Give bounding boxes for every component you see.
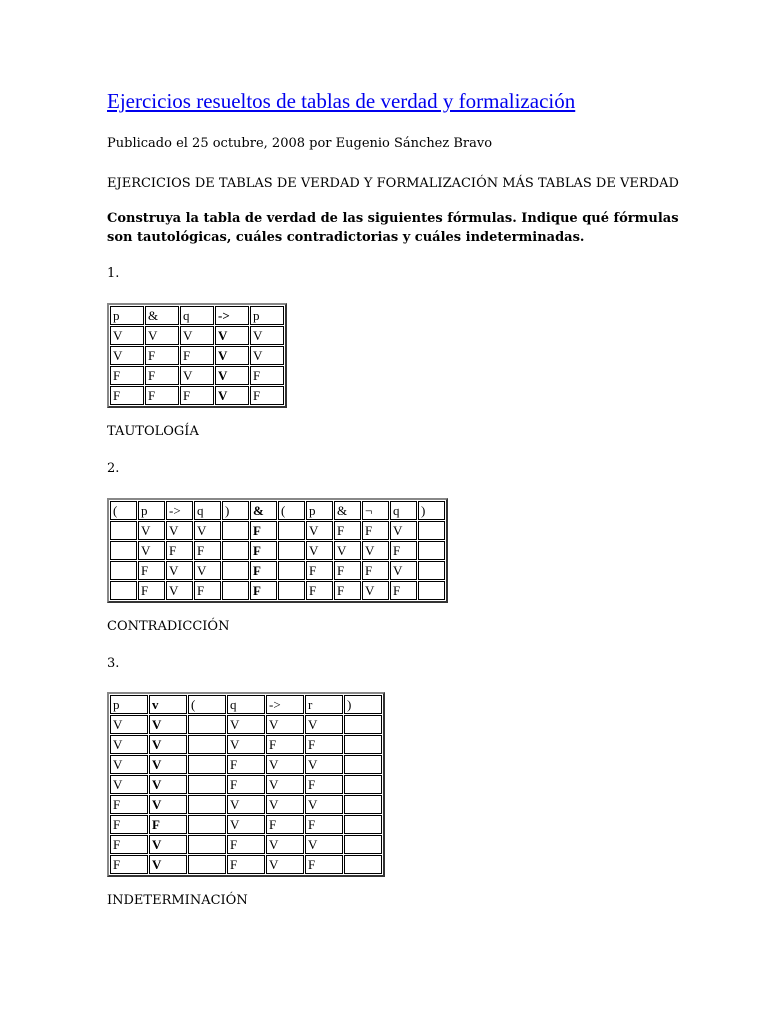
truth-table-1	[107, 303, 287, 408]
table-cell	[188, 795, 226, 814]
table-row	[110, 855, 382, 874]
table-cell: p	[110, 306, 144, 325]
section-heading: EJERCICIOS DE TABLAS DE VERDAD Y FORMALIZACIÓN MÁS TABLAS DE VERDAD	[107, 176, 679, 192]
table-cell: F	[166, 541, 193, 560]
table-cell: V	[390, 561, 417, 580]
table-cell: F	[145, 366, 179, 385]
article	[107, 88, 707, 930]
table-cell: F	[138, 581, 165, 600]
table-cell: (	[188, 695, 226, 714]
exercise-number-3: 3.	[107, 655, 120, 671]
exercise-result-1: TAUTOLOGÍA	[107, 423, 199, 439]
table-cell: V	[138, 541, 165, 560]
table-cell: F	[305, 855, 343, 874]
table-cell: V	[180, 326, 214, 345]
table-cell: V	[215, 386, 249, 405]
table-cell: F	[334, 581, 361, 600]
table-cell	[278, 581, 305, 600]
table-cell: F	[194, 581, 221, 600]
table-cell: F	[180, 346, 214, 365]
table-cell: V	[149, 835, 187, 854]
table-cell: )	[344, 695, 382, 714]
table-cell: V	[362, 541, 389, 560]
table-cell	[344, 795, 382, 814]
table-cell: ->	[266, 695, 304, 714]
table-cell: V	[149, 755, 187, 774]
table-cell: F	[266, 815, 304, 834]
table-cell: V	[194, 561, 221, 580]
table-cell: V	[266, 715, 304, 734]
table-cell	[344, 775, 382, 794]
table-cell	[110, 541, 137, 560]
table-cell: ¬	[362, 501, 389, 520]
table-cell	[344, 835, 382, 854]
table-row	[110, 366, 284, 385]
table-cell: V	[266, 795, 304, 814]
table-cell	[418, 561, 445, 580]
table-cell: V	[166, 581, 193, 600]
table-cell	[418, 581, 445, 600]
table-cell: F	[334, 561, 361, 580]
truth-table-2	[107, 498, 448, 603]
table-cell	[278, 521, 305, 540]
table-cell: V	[194, 521, 221, 540]
table-cell: F	[227, 835, 265, 854]
table-row	[110, 326, 284, 345]
table-cell: V	[110, 775, 148, 794]
table-cell: F	[250, 541, 277, 560]
table-cell: V	[305, 835, 343, 854]
table-cell: &	[250, 501, 277, 520]
table-cell: V	[227, 715, 265, 734]
table-cell: F	[390, 541, 417, 560]
table-cell: V	[227, 795, 265, 814]
table-header-row	[110, 695, 382, 714]
table-cell: V	[266, 755, 304, 774]
table-cell: F	[138, 561, 165, 580]
table-cell: q	[180, 306, 214, 325]
table-cell: V	[138, 521, 165, 540]
table-cell: F	[250, 521, 277, 540]
table-cell: F	[250, 386, 284, 405]
table-row	[110, 541, 445, 560]
table-cell: V	[227, 735, 265, 754]
table-cell: &	[145, 306, 179, 325]
table-row	[110, 386, 284, 405]
table-header-row	[110, 501, 445, 520]
publish-meta: Publicado el 25 octubre, 2008 por Eugenio Sánchez Bravo	[107, 136, 493, 152]
table-cell	[222, 541, 249, 560]
table-row	[110, 775, 382, 794]
table-cell: q	[227, 695, 265, 714]
table-cell: p	[306, 501, 333, 520]
table-cell: F	[149, 815, 187, 834]
truth-table-3	[107, 692, 385, 877]
table-cell: F	[145, 386, 179, 405]
table-cell: (	[110, 501, 137, 520]
table-cell: F	[250, 561, 277, 580]
table-cell: V	[149, 735, 187, 754]
table-row	[110, 735, 382, 754]
table-cell: F	[227, 855, 265, 874]
table-cell: F	[110, 815, 148, 834]
table-cell: V	[390, 521, 417, 540]
table-cell	[278, 561, 305, 580]
table-cell: p	[110, 695, 148, 714]
table-cell	[110, 521, 137, 540]
table-cell	[418, 521, 445, 540]
table-cell	[344, 715, 382, 734]
table-cell: V	[362, 581, 389, 600]
table-cell	[222, 561, 249, 580]
table-cell	[418, 541, 445, 560]
table-cell: V	[166, 561, 193, 580]
table-cell: ->	[215, 306, 249, 325]
table-cell: F	[305, 735, 343, 754]
table-cell	[188, 755, 226, 774]
table-cell: V	[145, 326, 179, 345]
exercise-number-2: 2.	[107, 460, 120, 476]
table-cell: p	[250, 306, 284, 325]
table-row	[110, 581, 445, 600]
table-cell: V	[110, 755, 148, 774]
table-cell: V	[215, 326, 249, 345]
table-cell: V	[149, 795, 187, 814]
table-cell	[344, 855, 382, 874]
table-cell: V	[110, 735, 148, 754]
table-cell: F	[362, 521, 389, 540]
table-cell: v	[149, 695, 187, 714]
table-cell: F	[250, 366, 284, 385]
table-row	[110, 715, 382, 734]
exercise-result-2: CONTRADICCIÓN	[107, 618, 230, 634]
table-cell: F	[305, 815, 343, 834]
table-cell	[222, 521, 249, 540]
table-row	[110, 795, 382, 814]
table-cell	[110, 581, 137, 600]
table-cell: V	[149, 715, 187, 734]
table-cell: V	[334, 541, 361, 560]
table-cell: F	[362, 561, 389, 580]
table-cell: F	[194, 541, 221, 560]
table-cell	[222, 581, 249, 600]
table-cell: (	[278, 501, 305, 520]
table-cell: V	[149, 855, 187, 874]
table-cell: F	[110, 855, 148, 874]
table-cell: V	[266, 855, 304, 874]
table-cell: r	[305, 695, 343, 714]
table-cell	[188, 775, 226, 794]
table-cell: V	[149, 775, 187, 794]
table-cell: q	[390, 501, 417, 520]
table-cell	[344, 815, 382, 834]
table-row	[110, 755, 382, 774]
table-row	[110, 835, 382, 854]
table-cell: V	[250, 346, 284, 365]
table-cell: V	[110, 715, 148, 734]
table-cell: F	[266, 735, 304, 754]
table-cell	[110, 561, 137, 580]
table-cell: V	[306, 521, 333, 540]
table-cell: F	[250, 581, 277, 600]
table-row	[110, 521, 445, 540]
table-cell: V	[110, 326, 144, 345]
table-cell: V	[266, 835, 304, 854]
table-cell: F	[110, 386, 144, 405]
table-cell: V	[227, 815, 265, 834]
table-cell	[188, 735, 226, 754]
table-cell: F	[306, 581, 333, 600]
table-cell	[188, 815, 226, 834]
table-cell: F	[390, 581, 417, 600]
exercise-number-1: 1.	[107, 266, 120, 282]
table-cell	[344, 735, 382, 754]
table-cell	[278, 541, 305, 560]
table-row	[110, 346, 284, 365]
table-cell: V	[215, 346, 249, 365]
table-cell: V	[166, 521, 193, 540]
table-cell: F	[180, 386, 214, 405]
table-cell: V	[306, 541, 333, 560]
instruction-text: Construya la tabla de verdad de las siguientes fórmulas. Indique qué fórmulas son tautológicas, cuáles contradictorias y cuáles indeterminadas.	[107, 211, 679, 246]
table-cell: V	[215, 366, 249, 385]
table-cell: &	[334, 501, 361, 520]
table-cell	[188, 715, 226, 734]
table-cell: )	[418, 501, 445, 520]
table-cell: V	[305, 795, 343, 814]
table-cell: F	[110, 795, 148, 814]
table-cell: F	[110, 835, 148, 854]
table-cell: F	[227, 775, 265, 794]
table-cell: F	[306, 561, 333, 580]
table-header-row	[110, 306, 284, 325]
table-cell: F	[334, 521, 361, 540]
article-title-link[interactable]: Ejercicios resueltos de tablas de verdad y formalización	[107, 89, 576, 113]
table-cell: V	[180, 366, 214, 385]
table-cell: F	[110, 366, 144, 385]
table-cell: q	[194, 501, 221, 520]
table-cell: F	[145, 346, 179, 365]
exercise-result-3: INDETERMINACIÓN	[107, 893, 248, 909]
table-cell: F	[227, 755, 265, 774]
table-cell: V	[110, 346, 144, 365]
table-cell	[344, 755, 382, 774]
table-cell: V	[305, 755, 343, 774]
table-cell: F	[305, 775, 343, 794]
table-cell: ->	[166, 501, 193, 520]
table-cell: )	[222, 501, 249, 520]
table-row	[110, 815, 382, 834]
table-row	[110, 561, 445, 580]
table-cell	[188, 835, 226, 854]
table-cell: V	[266, 775, 304, 794]
table-cell: p	[138, 501, 165, 520]
table-cell	[188, 855, 226, 874]
table-cell: V	[250, 326, 284, 345]
table-cell: V	[305, 715, 343, 734]
